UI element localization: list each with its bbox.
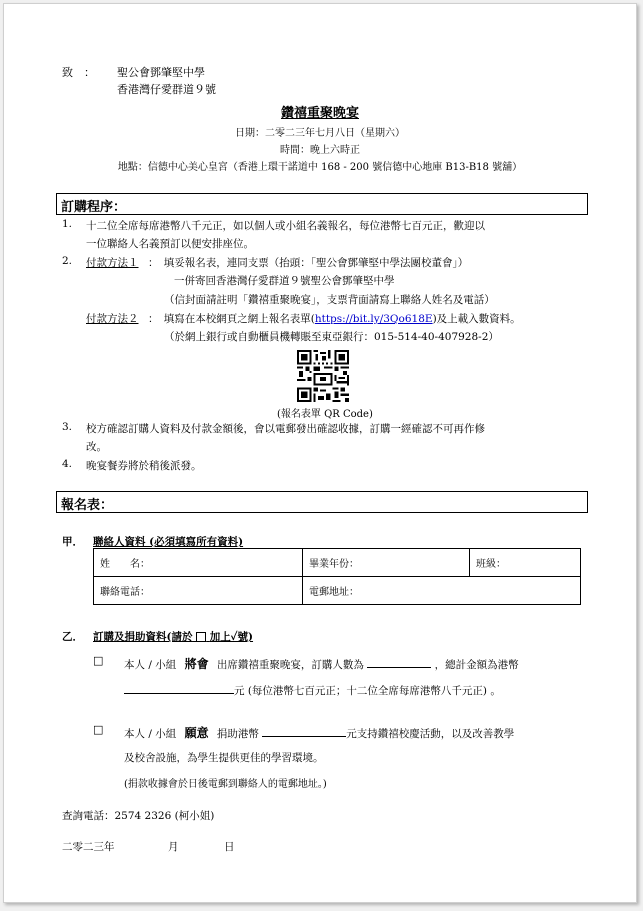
donate-note: (捐款收據會於日後電郵到聯絡人的電郵地址。): [124, 779, 327, 790]
qr-code-icon[interactable]: [297, 350, 349, 402]
attend-checkbox[interactable]: □: [93, 654, 104, 667]
item-1-number: 1.: [62, 218, 73, 230]
enquiry-phone: 查詢電話：2574 2326 (柯小姐): [62, 810, 215, 822]
payment-method-2-line1: [148, 311, 521, 326]
attend-line1: [124, 655, 519, 672]
event-time: 時間：晚上六時正: [280, 145, 360, 156]
item-3-line2: 改。: [86, 441, 107, 453]
donate-purpose: 元支持鑽禧校慶活動，以及改善教學: [346, 728, 515, 740]
attend-subject: 本人 / 小組: [124, 659, 177, 671]
class-field[interactable]: [470, 549, 581, 577]
table-row: [94, 549, 581, 577]
table-row: [94, 577, 581, 605]
donate-text: 捐助港幣: [216, 728, 259, 740]
event-date: 日期：二零二三年七月八日（星期六）: [235, 128, 405, 139]
attend-line2: [124, 683, 501, 698]
payment-method-2-post: )及上載入數資料。: [432, 313, 521, 325]
item-1-line1: 十二位全席每席港幣八千元正，如以個人或小組名義報名，每位港幣七百元正，歡迎以: [86, 220, 485, 232]
to-label: 致 ：: [62, 66, 95, 79]
email-label: 電郵地址：: [309, 587, 359, 598]
total-amount-input[interactable]: [124, 683, 234, 694]
name-label: 姓 名：: [100, 559, 150, 570]
event-venue: 地點：信德中心美心皇宮（香港上環干諾道中 168 - 200 號信德中心地庫 B13-B18 號舖）: [117, 162, 523, 173]
email-field[interactable]: [303, 577, 581, 605]
payment-method-1-line1: ： 填妥報名表，連同支票（抬頭：「聖公會鄧肇堅中學法團校董會」）: [148, 257, 469, 269]
section-b-number: 乙．: [62, 631, 83, 643]
donate-subject: 本人 / 小組: [124, 728, 177, 740]
graduation-year-field[interactable]: [303, 549, 470, 577]
item-4-number: 4.: [62, 458, 73, 470]
attend-price-note: 元 (每位港幣七百元正；十二位全席每席港幣八千元正) 。: [234, 685, 501, 697]
phone-label: 聯絡電話：: [100, 587, 150, 598]
class-label: 班級：: [476, 559, 506, 570]
graduation-year-label: 畢業年份：: [309, 559, 359, 570]
form-heading-box: [56, 491, 588, 513]
date-year: 二零二三年: [62, 841, 115, 853]
item-4-line1: 晚宴餐券將於稍後派發。: [86, 460, 202, 472]
qr-caption: (報名表單 QR Code): [277, 409, 373, 420]
donate-line1: [124, 724, 514, 741]
donate-willing: 願意: [184, 726, 209, 740]
recipient-name: 聖公會鄧肇堅中學: [117, 66, 205, 79]
payment-method-1-label: 付款方法１: [86, 257, 139, 269]
recipient-address: 香港灣仔愛群道９號: [117, 83, 216, 96]
item-3-line1: 校方確認訂購人資料及付款金額後，會以電郵發出確認收據，訂購一經確認不可再作修: [86, 423, 485, 435]
phone-field[interactable]: [94, 577, 303, 605]
attend-total-label: ，總計金額為港幣: [434, 659, 519, 671]
item-3-number: 3.: [62, 421, 73, 433]
section-b-title: [93, 629, 253, 644]
form-heading: 報名表：: [61, 498, 114, 513]
item-1-line2: 一位聯絡人名義預訂以便安排座位。: [86, 238, 254, 250]
date-month: 月: [168, 841, 179, 853]
contact-info-table: [93, 548, 581, 605]
payment-method-2-line2: （於網上銀行或自動櫃員機轉賬至東亞銀行：015-514-40-407928-2）: [164, 331, 499, 343]
section-a-number: 甲．: [62, 536, 83, 548]
name-field[interactable]: [94, 549, 303, 577]
payment-method-1-line3: （信封面請註明「鑽禧重聚晚宴」，支票背面請寫上聯絡人姓名及電話）: [164, 294, 495, 306]
payment-method-2-pre: ： 填寫在本校網頁之網上報名表單(: [148, 313, 315, 325]
section-b-title-post: 加上✓號): [209, 631, 254, 643]
payment-method-2-label: 付款方法２: [86, 313, 139, 325]
section-a-title: 聯絡人資料 (必須填寫所有資料): [93, 536, 244, 548]
checkbox-icon: [196, 632, 206, 642]
attend-will: 將會: [184, 657, 209, 671]
donate-line2: 及校舍設施，為學生提供更佳的學習環境。: [124, 752, 324, 764]
payment-method-1-line2: 一併寄回香港灣仔愛群道９號聖公會鄧肇堅中學: [174, 275, 395, 287]
donate-checkbox[interactable]: □: [93, 723, 104, 736]
event-title: 鑽禧重聚晚宴: [280, 106, 359, 121]
document-page: [3, 3, 637, 903]
order-procedure-heading-box: [56, 193, 588, 215]
donation-amount-input[interactable]: [262, 726, 346, 737]
date-day: 日: [224, 841, 235, 853]
registration-form-link[interactable]: https://bit.ly/3Qo618E: [314, 313, 433, 325]
order-procedure-heading: 訂購程序：: [61, 200, 127, 215]
attend-text: 出席鑽禧重聚晚宴，訂購人數為: [216, 659, 364, 671]
attendee-count-input[interactable]: [367, 657, 431, 668]
section-b-title-pre: 訂購及捐助資料(請於: [93, 631, 193, 643]
item-2-number: 2.: [62, 255, 73, 267]
